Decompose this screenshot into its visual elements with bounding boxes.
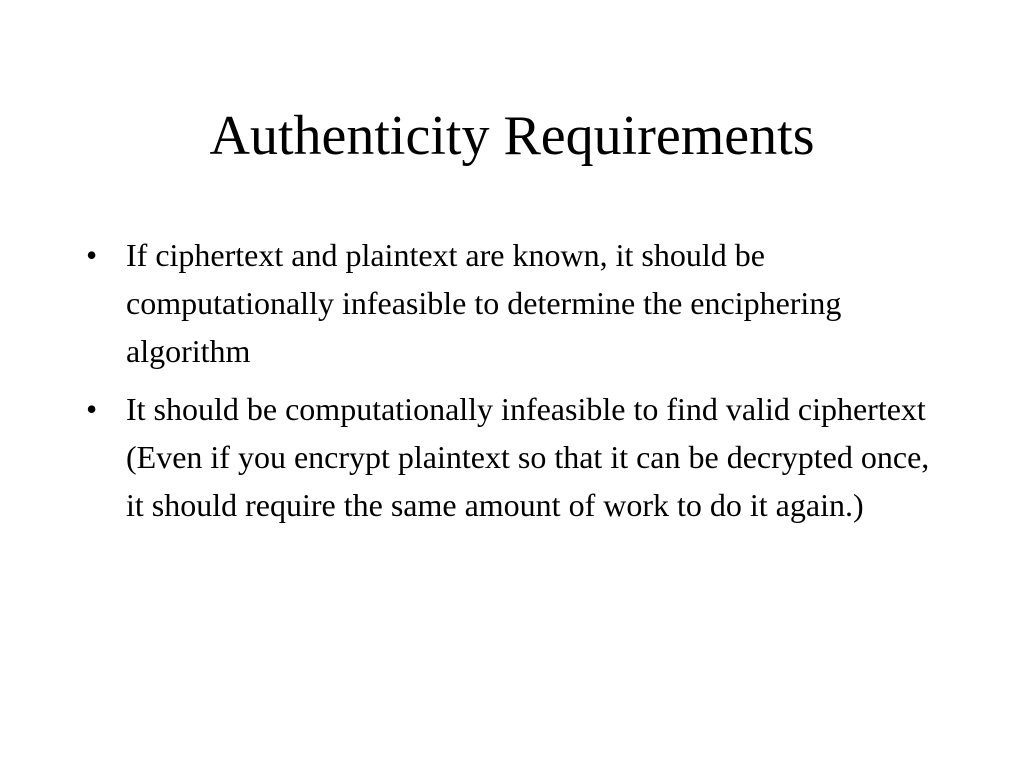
bullet-item	[86, 231, 946, 375]
slide-title: Authenticity Requirements	[209, 105, 815, 167]
bullet-point-icon: •	[86, 237, 98, 273]
bullet-text: If ciphertext and plaintext are known, it should be computationally infeasible to determine the enciphering algorithm	[126, 237, 842, 369]
bullet-text: It should be computationally infeasible to find valid ciphertext (Even if you encrypt plaintext so that it can be decrypted once, it should require the same amount of work to do it again.)	[126, 391, 930, 523]
bullet-point-icon: •	[86, 391, 98, 427]
bullet-list	[86, 231, 946, 539]
bullet-item	[86, 385, 946, 529]
